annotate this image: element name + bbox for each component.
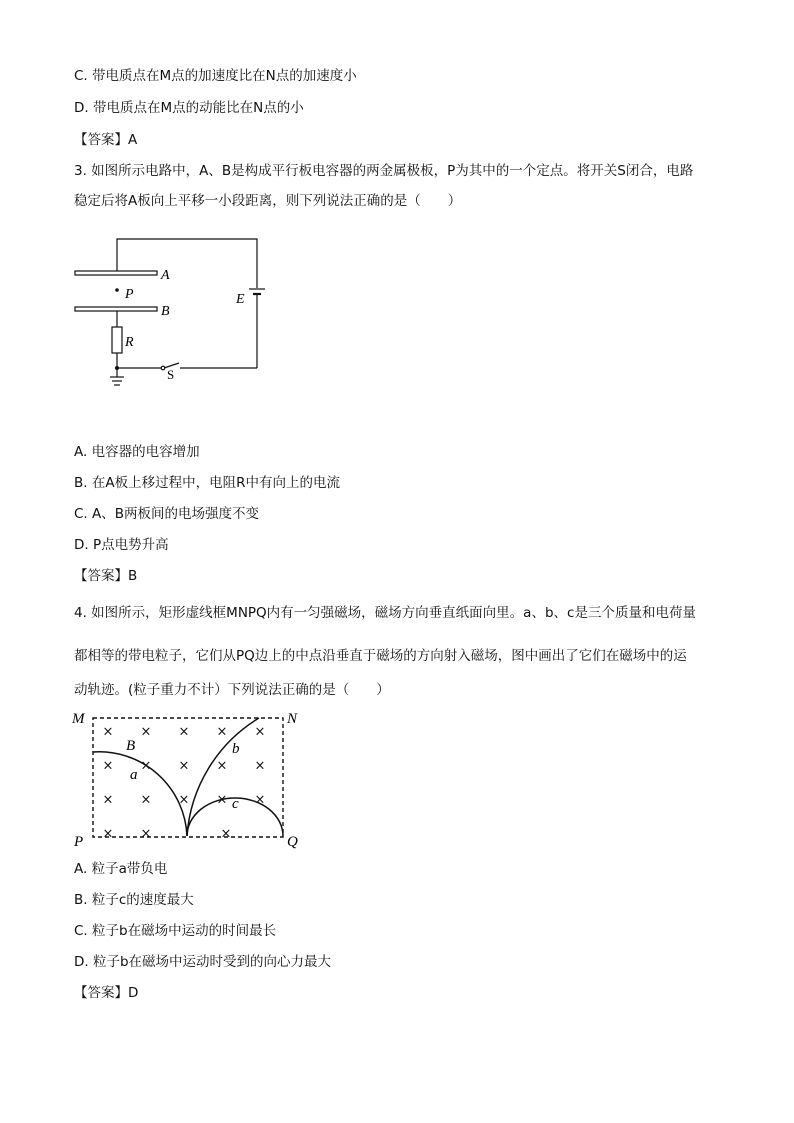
label-switch-s: S	[167, 367, 175, 382]
label-q: Q	[287, 834, 298, 850]
field-cross-mark: ×	[216, 758, 228, 774]
q2-option-c: C. 带电质点在M点的加速度比在N点的加速度小	[74, 68, 357, 84]
field-cross-mark: ×	[140, 758, 152, 774]
field-cross-mark: ×	[102, 792, 114, 808]
field-cross-mark: ×	[216, 792, 228, 808]
label-plate-a: A	[161, 268, 170, 283]
q3-option-b: B. 在A板上移过程中，电阻R中有向上的电流	[74, 475, 340, 491]
q2-option-d: D. 带电质点在M点的动能比在N点的小	[74, 100, 304, 116]
label-a: a	[130, 767, 138, 783]
label-p: P	[74, 834, 84, 850]
q3-circuit-diagram	[60, 232, 280, 392]
label-n: N	[287, 711, 298, 727]
label-resistor-r: R	[125, 335, 134, 350]
label-b: b	[232, 741, 240, 757]
field-cross-mark: ×	[140, 792, 152, 808]
q4-stem-line2: 都相等的带电粒子，它们从PQ边上的中点沿垂直于磁场的方向射入磁场，图中画出了它们在磁场中的运	[74, 648, 687, 664]
q4-answer: 【答案】D	[74, 985, 139, 1001]
field-cross-mark: ×	[254, 758, 266, 774]
label-plate-b: B	[161, 304, 170, 319]
q4-magnetic-field-diagram	[66, 704, 316, 854]
label-point-p: P	[125, 287, 134, 302]
q4-option-c: C. 粒子b在磁场中运动的时间最长	[74, 923, 277, 939]
field-cross-mark: ×	[254, 724, 266, 740]
q4-option-a: A. 粒子a带负电	[74, 861, 168, 877]
field-cross-mark: ×	[254, 792, 266, 808]
q4-option-b: B. 粒子c的速度最大	[74, 892, 194, 908]
q4-option-d: D. 粒子b在磁场中运动时受到的向心力最大	[74, 954, 332, 970]
q3-option-a: A. 电容器的电容增加	[74, 444, 200, 460]
label-battery-e: E	[236, 292, 245, 307]
q3-option-d: D. P点电势升高	[74, 537, 169, 553]
field-cross-mark: ×	[178, 792, 190, 808]
q3-answer: 【答案】B	[74, 568, 138, 584]
point-p-dot	[115, 288, 119, 292]
q3-option-c: C. A、B两板间的电场强度不变	[74, 506, 260, 522]
field-cross-mark: ×	[220, 826, 232, 842]
label-c: c	[232, 796, 239, 812]
q2-answer: 【答案】A	[74, 132, 138, 148]
field-cross-mark: ×	[216, 724, 228, 740]
field-cross-mark: ×	[140, 724, 152, 740]
label-m: M	[72, 711, 85, 727]
q4-stem-line3: 动轨迹。(粒子重力不计）下列说法正确的是（ ）	[74, 682, 390, 698]
field-cross-mark: ×	[140, 826, 152, 842]
field-cross-mark: ×	[102, 724, 114, 740]
field-cross-mark: ×	[178, 758, 190, 774]
label-field-b: B	[126, 738, 136, 754]
q3-stem-line2: 稳定后将A板向上平移一小段距离，则下列说法正确的是（ ）	[74, 193, 462, 209]
q4-stem-line1: 4. 如图所示，矩形虚线框MNPQ内有一匀强磁场，磁场方向垂直纸面向里。a、b、c是三个质量和电荷量	[74, 605, 696, 621]
field-cross-mark: ×	[178, 724, 190, 740]
field-cross-mark: ×	[102, 758, 114, 774]
q3-stem-line1: 3. 如图所示电路中，A、B是构成平行板电容器的两金属极板，P为其中的一个定点。将开关S闭合，电路	[74, 163, 694, 179]
field-cross-mark: ×	[102, 826, 114, 842]
